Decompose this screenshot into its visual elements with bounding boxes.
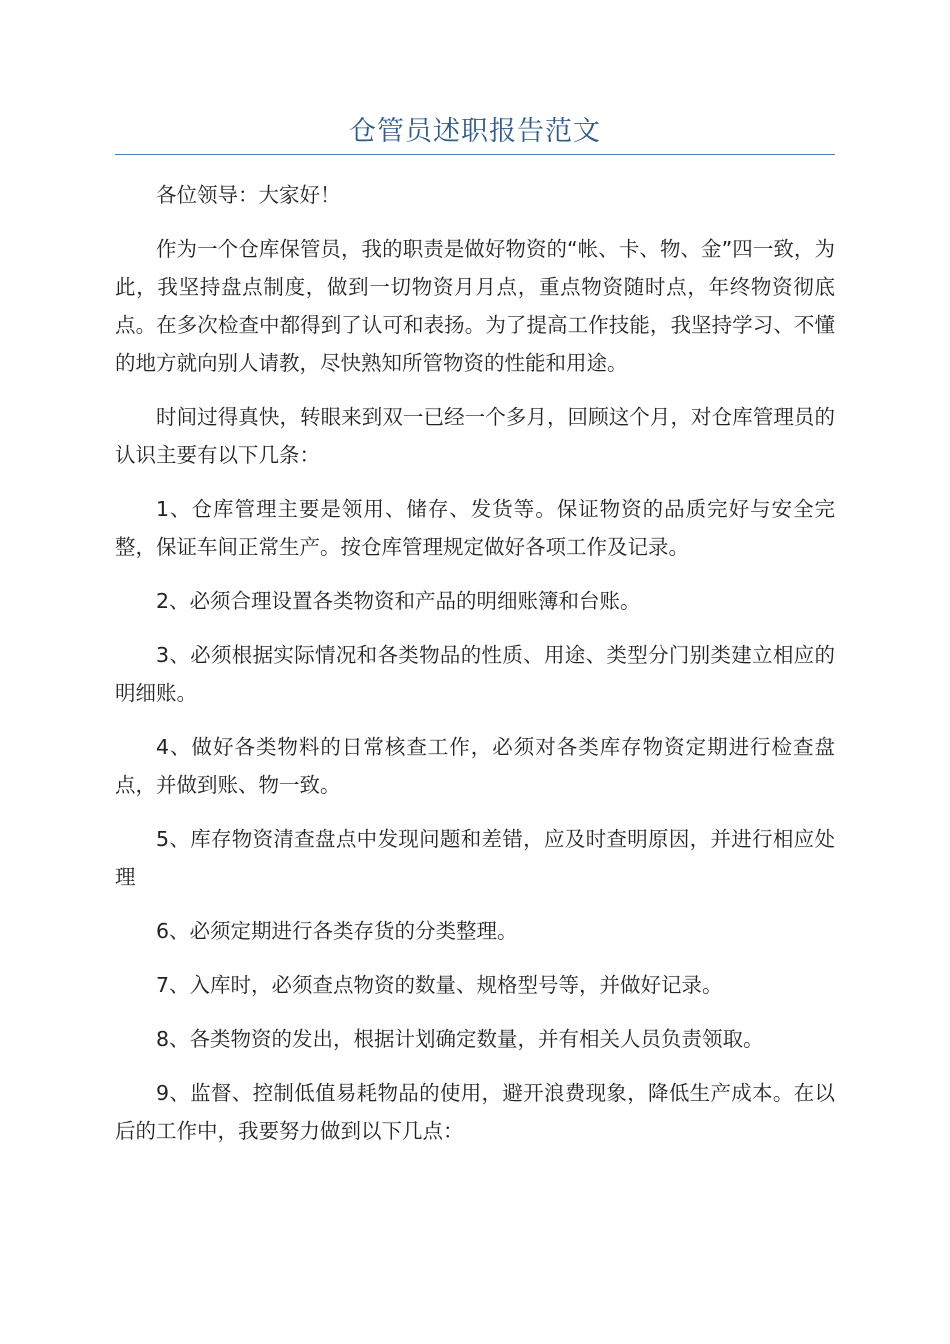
document-body: [115, 176, 835, 1166]
list-item-8: 8、各类物资的发出，根据计划确定数量，并有相关人员负责领取。: [156, 1027, 764, 1051]
list-item-3: 3、必须根据实际情况和各类物品的性质、用途、类型分门别类建立相应的明细账。: [115, 643, 835, 705]
title-underline: [115, 154, 835, 155]
list-item-4: 4、做好各类物料的日常核查工作，必须对各类库存物资定期进行检查盘点，并做到账、物一致。: [115, 735, 835, 797]
paragraph-duties: 作为一个仓库保管员，我的职责是做好物资的“帐、卡、物、金”四一致，为此，我坚持盘点制度，做到一切物资月月点，重点物资随时点，年终物资彻底点。在多次检查中都得到了认可和表扬。为了提高工作技能，我坚持学习、不懂的地方就向别人请教，尽快熟知所管物资的性能和用途。: [115, 237, 835, 375]
list-item-9: 9、监督、控制低值易耗物品的使用，避开浪费现象，降低生产成本。在以后的工作中，我要努力做到以下几点：: [115, 1081, 835, 1143]
paragraph-greeting: 各位领导：大家好！: [156, 183, 341, 207]
document-title: 仓管员述职报告范文: [349, 116, 601, 147]
list-item-1: 1、仓库管理主要是领用、储存、发货等。保证物资的品质完好与安全完整，保证车间正常生产。按仓库管理规定做好各项工作及记录。: [115, 497, 835, 559]
list-item-2: 2、必须合理设置各类物资和产品的明细账簿和台账。: [156, 589, 641, 613]
list-item-7: 7、入库时，必须查点物资的数量、规格型号等，并做好记录。: [156, 973, 723, 997]
paragraph-review-intro: 时间过得真快，转眼来到双一已经一个多月，回顾这个月，对仓库管理员的认识主要有以下几条：: [115, 405, 835, 467]
list-item-5: 5、库存物资清查盘点中发现问题和差错，应及时查明原因，并进行相应处理: [115, 827, 835, 889]
list-item-6: 6、必须定期进行各类存货的分类整理。: [156, 919, 518, 943]
